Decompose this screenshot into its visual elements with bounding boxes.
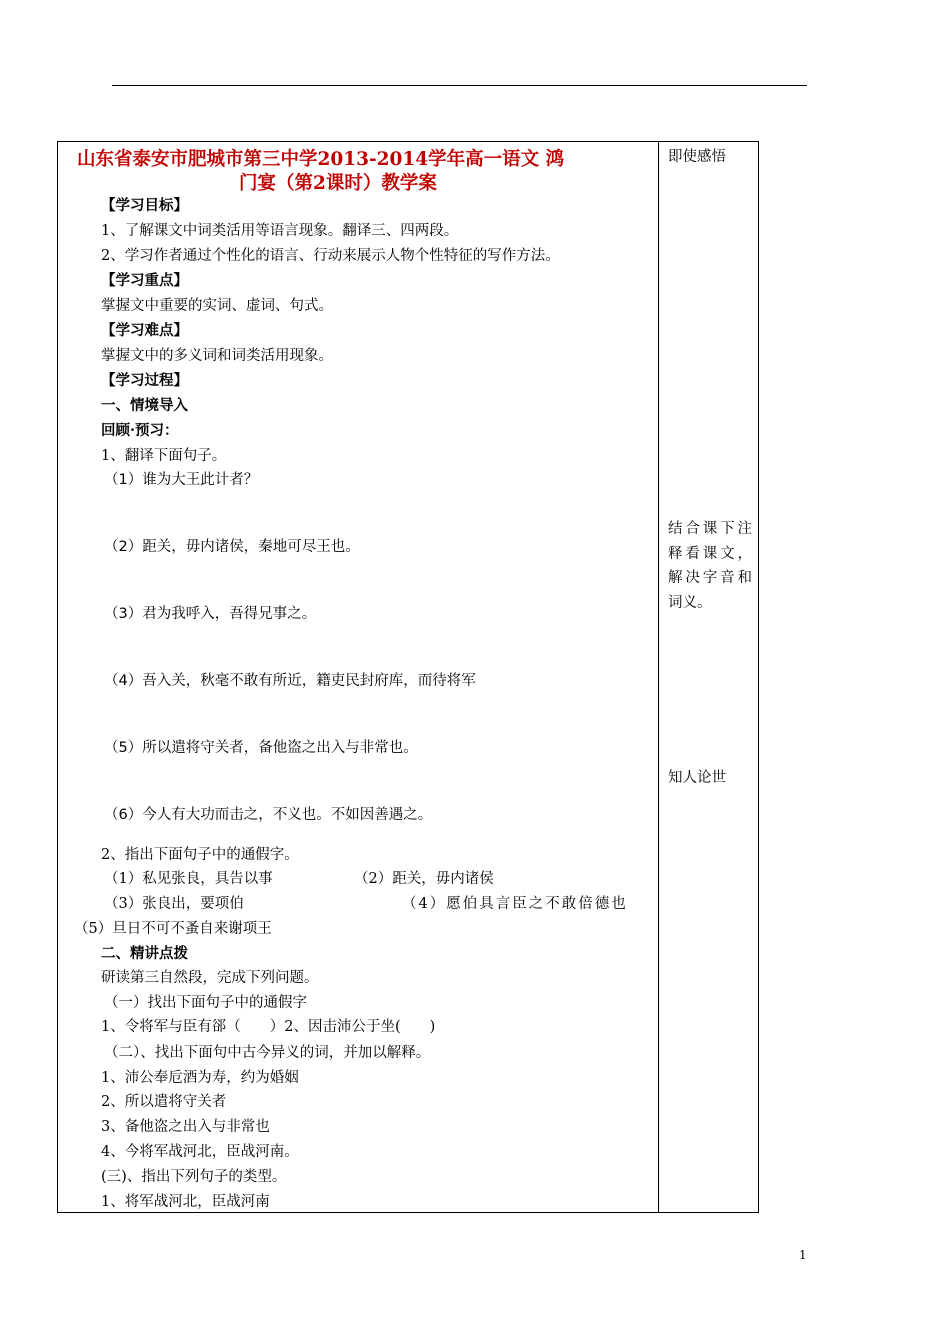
subtask-item: 1、沛公奉卮酒为寿，约为婚姻 (101, 1070, 299, 1086)
subtask-heading: （二）、找出下面句中古今异义的词，并加以解释。 (104, 1045, 431, 1061)
review-label: 回顾·预习： (101, 422, 179, 439)
doc-title-line2: 门宴（第2课时）教学案 (239, 173, 437, 194)
side-note: 结合课下注释看课文，解决字音和词义。 (668, 521, 752, 611)
side-note: 即使感悟 (668, 149, 726, 165)
side-note: 知人论世 (668, 770, 726, 786)
subtask-item: 4、今将军战河北，臣战河南。 (101, 1144, 299, 1160)
goal-item: 2、学习作者通过个性化的语言、行动来展示人物个性特征的写作方法。 (101, 248, 560, 264)
page-number: 1 (799, 1248, 807, 1262)
tongjia-item: （5）旦日不可不蚤自来谢项王 (74, 921, 272, 937)
subtask-item: 1、将军战河北，臣战河南 (101, 1194, 270, 1210)
column-divider (658, 141, 659, 1213)
tongjia-item: （4）愿伯具言臣之不敢倍德也 (402, 896, 628, 912)
subtask-item: 1、令将军与臣有郤（ ）2、因击沛公于坐( ) (101, 1019, 436, 1035)
tongjia-item: （1）私见张良，具告以事 (104, 871, 273, 887)
header-rule (112, 85, 807, 86)
goal-item: 1、了解课文中词类活用等语言现象。翻译三、四两段。 (101, 223, 459, 239)
translate-sentence: （6）今人有大功而击之，不义也。不如因善遇之。 (104, 807, 433, 823)
translate-sentence: （1）谁为大王此计者？ (104, 472, 259, 488)
translate-sentence: （2）距关，毋内诸侯，秦地可尽王也。 (104, 539, 360, 555)
focus-text: 掌握文中重要的实词、虚词、句式。 (101, 298, 333, 314)
focus-heading: 【学习重点】 (101, 272, 188, 289)
goals-heading: 【学习目标】 (101, 197, 188, 214)
process-heading: 【学习过程】 (101, 372, 188, 389)
doc-title-line1: 山东省泰安市肥城市第三中学2013-2014学年高一语文 鸿 (77, 149, 565, 170)
subtask-item: 3、备他盗之出入与非常也 (101, 1119, 270, 1135)
subtask-heading: (三)、指出下列句子的类型。 (101, 1169, 287, 1185)
subtask-item: 2、所以遣将守关者 (101, 1094, 227, 1110)
section-explain: 二、精讲点拨 (101, 945, 188, 962)
section-intro: 一、情境导入 (101, 397, 188, 414)
subtask-heading: （一）找出下面句子中的通假字 (104, 995, 307, 1011)
study-instruction: 研读第三自然段，完成下列问题。 (101, 970, 319, 986)
translate-sentence: （5）所以遣将守关者，备他盗之出入与非常也。 (104, 740, 418, 756)
difficulty-text: 掌握文中的多义词和词类活用现象。 (101, 348, 333, 364)
question-1: 1、翻译下面句子。 (101, 448, 227, 464)
translate-sentence: （4）吾入关，秋毫不敢有所近，籍吏民封府库，而待将军 (104, 673, 476, 689)
translate-sentence: （3）君为我呼入，吾得兄事之。 (104, 606, 317, 622)
difficulty-heading: 【学习难点】 (101, 322, 188, 339)
tongjia-item: （2）距关，毋内诸侯 (354, 871, 494, 887)
tongjia-item: （3）张良出，要项伯 (104, 896, 244, 912)
question-2: 2、指出下面句子中的通假字。 (101, 847, 299, 863)
